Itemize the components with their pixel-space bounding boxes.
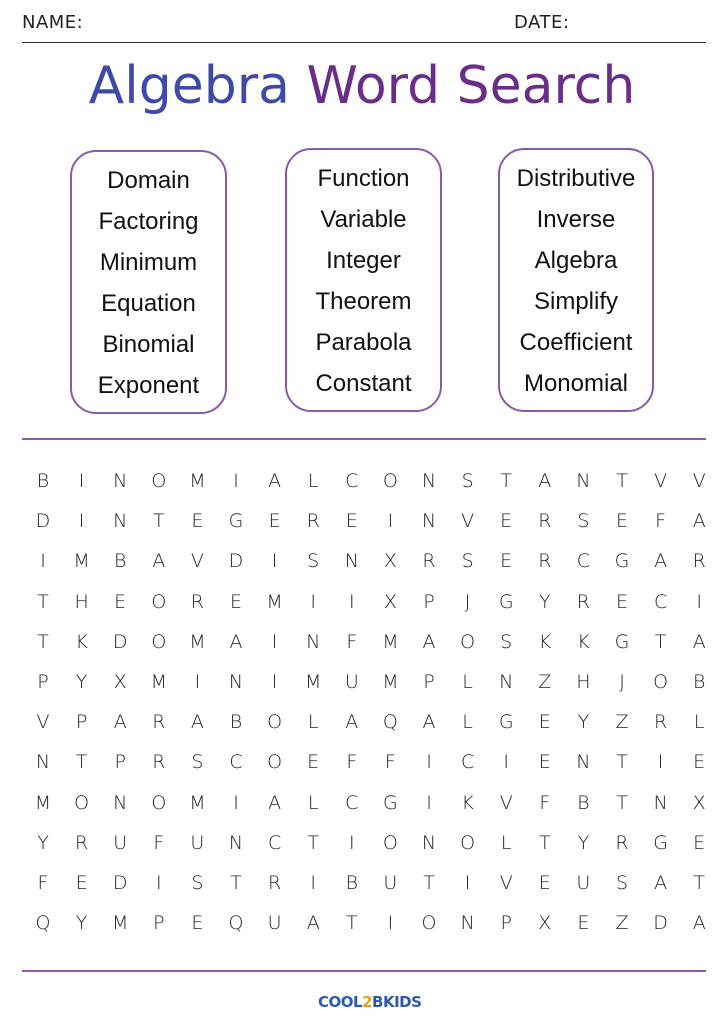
grid-letter[interactable]: E	[500, 550, 513, 573]
grid-letter[interactable]: L	[307, 711, 319, 734]
date-label: DATE:	[514, 12, 570, 33]
word-item: Parabola	[315, 329, 412, 356]
grid-letter[interactable]: Q	[382, 711, 398, 734]
grid-letter[interactable]: E	[538, 711, 551, 734]
grid-letter[interactable]: M	[382, 630, 399, 653]
grid-letter[interactable]: B	[113, 550, 127, 573]
grid-letter[interactable]: Z	[615, 912, 629, 935]
grid-letter[interactable]: N	[421, 831, 437, 854]
grid-letter[interactable]: M	[189, 791, 206, 814]
grid-letter[interactable]: I	[40, 550, 46, 573]
grid-letter[interactable]: Y	[75, 671, 88, 693]
grid-letter[interactable]: B	[36, 470, 50, 492]
word-item: Monomial	[523, 370, 629, 397]
word-item: Constant	[315, 370, 412, 397]
word-list-box-2	[285, 148, 442, 412]
grid-letter[interactable]: S	[461, 470, 474, 492]
grid-letter[interactable]: P	[114, 751, 126, 774]
grid-letter[interactable]: I	[503, 751, 509, 774]
grid-row	[0, 582, 724, 622]
grid-letter[interactable]: R	[152, 711, 166, 734]
grid-letter[interactable]: M	[111, 912, 129, 935]
grid-letter[interactable]: T	[616, 470, 628, 492]
divider-bottom	[22, 970, 706, 972]
grid-letter[interactable]: E	[615, 590, 628, 613]
grid-letter[interactable]: E	[307, 751, 320, 774]
grid-letter[interactable]: I	[387, 510, 394, 533]
grid-letter[interactable]: Y	[75, 912, 88, 935]
grid-letter[interactable]: P	[423, 671, 435, 693]
word-item: Function	[317, 165, 410, 192]
grid-letter[interactable]: F	[655, 510, 667, 533]
grid-letter[interactable]: Q	[228, 912, 244, 935]
grid-letter[interactable]: E	[693, 751, 706, 774]
grid-letter[interactable]: R	[267, 872, 282, 894]
grid-letter[interactable]: Z	[538, 671, 552, 693]
grid-letter[interactable]: Z	[615, 711, 629, 734]
grid-letter[interactable]: D	[653, 912, 668, 935]
grid-letter[interactable]: R	[538, 550, 552, 573]
grid-letter[interactable]: A	[190, 711, 204, 734]
grid-letter[interactable]: N	[113, 791, 128, 814]
grid-row	[0, 783, 724, 823]
grid-letter[interactable]: O	[151, 470, 167, 492]
grid-letter[interactable]: H	[576, 671, 591, 693]
grid-letter[interactable]: I	[426, 751, 432, 774]
grid-letter[interactable]: I	[310, 590, 316, 613]
grid-letter[interactable]: V	[654, 470, 668, 492]
grid-letter[interactable]: I	[155, 872, 162, 894]
word-item: Minimum	[99, 249, 198, 276]
grid-letter[interactable]: O	[151, 590, 167, 613]
grid-letter[interactable]: C	[345, 791, 359, 814]
grid-letter[interactable]: N	[35, 751, 51, 774]
divider-top	[22, 438, 706, 440]
grid-letter[interactable]: Q	[35, 912, 51, 935]
grid-letter[interactable]: O	[151, 791, 167, 814]
grid-letter[interactable]: T	[345, 912, 358, 935]
grid-letter[interactable]: X	[113, 671, 127, 693]
grid-row	[0, 863, 724, 903]
grid-letter[interactable]: K	[461, 791, 474, 814]
grid-letter[interactable]: E	[615, 510, 628, 533]
grid-letter[interactable]: R	[615, 831, 629, 854]
grid-letter[interactable]: E	[75, 872, 88, 894]
grid-letter[interactable]: S	[191, 751, 204, 774]
grid-letter[interactable]: O	[460, 831, 476, 854]
grid-letter[interactable]: U	[190, 831, 205, 854]
grid-letter[interactable]: E	[191, 510, 204, 533]
grid-letter[interactable]: A	[654, 550, 668, 573]
grid-letter[interactable]: A	[229, 630, 243, 653]
grid-letter[interactable]: N	[576, 751, 591, 774]
grid-letter[interactable]: D	[228, 550, 244, 573]
grid-letter[interactable]: B	[345, 872, 359, 894]
grid-letter[interactable]: C	[345, 470, 359, 492]
grid-letter[interactable]: R	[422, 550, 436, 573]
grid-letter[interactable]: O	[382, 470, 398, 492]
grid-letter[interactable]: A	[422, 630, 436, 653]
grid-letter[interactable]: T	[693, 872, 705, 894]
grid-letter[interactable]: G	[383, 791, 398, 814]
grid-letter[interactable]: J	[464, 590, 471, 613]
grid-letter[interactable]: V	[461, 510, 475, 533]
grid-letter[interactable]: U	[113, 831, 128, 854]
word-item: Equation	[101, 290, 196, 317]
grid-letter[interactable]: T	[307, 831, 319, 854]
grid-letter[interactable]: I	[271, 671, 278, 693]
grid-letter[interactable]: C	[267, 831, 282, 854]
grid-letter[interactable]: N	[113, 470, 128, 492]
word-item: Variable	[320, 206, 407, 233]
word-item: Distributive	[516, 165, 636, 192]
grid-letter[interactable]: P	[37, 671, 49, 693]
grid-letter[interactable]: R	[576, 590, 590, 613]
grid-letter[interactable]: M	[266, 590, 283, 613]
grid-letter[interactable]: E	[538, 872, 551, 894]
grid-letter[interactable]: N	[460, 912, 475, 935]
grid-letter[interactable]: A	[654, 872, 668, 894]
grid-letter[interactable]: X	[538, 912, 552, 935]
grid-letter[interactable]: N	[653, 791, 668, 814]
grid-letter[interactable]: I	[271, 630, 278, 653]
grid-letter[interactable]: M	[34, 791, 52, 814]
grid-letter[interactable]: T	[75, 751, 88, 774]
grid-letter[interactable]: E	[345, 510, 358, 533]
grid-letter[interactable]: F	[153, 831, 165, 854]
grid-letter[interactable]: Y	[577, 831, 590, 854]
grid-letter[interactable]: N	[499, 671, 514, 693]
grid-letter[interactable]: N	[344, 550, 359, 573]
grid-letter[interactable]: O	[151, 630, 167, 653]
grid-letter[interactable]: F	[539, 791, 551, 814]
grid-letter[interactable]: E	[538, 751, 551, 774]
grid-letter[interactable]: E	[500, 510, 513, 533]
grid-letter[interactable]: I	[657, 751, 664, 774]
word-item: Coefficient	[519, 329, 633, 356]
grid-letter[interactable]: T	[152, 510, 165, 533]
grid-letter[interactable]: L	[462, 671, 473, 693]
grid-letter[interactable]: V	[190, 550, 204, 573]
grid-letter[interactable]: U	[383, 872, 398, 894]
grid-letter[interactable]: L	[693, 711, 705, 734]
grid-letter[interactable]: A	[538, 470, 552, 492]
grid-letter[interactable]: L	[307, 470, 319, 492]
grid-letter[interactable]: F	[384, 751, 396, 774]
grid-letter[interactable]: G	[498, 711, 514, 734]
grid-letter[interactable]: M	[304, 671, 322, 693]
grid-letter[interactable]: I	[271, 550, 278, 573]
grid-letter[interactable]: A	[306, 912, 320, 935]
grid-letter[interactable]: R	[190, 590, 204, 613]
grid-letter[interactable]: I	[348, 831, 355, 854]
grid-letter[interactable]: I	[387, 912, 394, 935]
grid-letter[interactable]: I	[78, 470, 85, 492]
grid-letter[interactable]: K	[538, 630, 552, 653]
grid-letter[interactable]: E	[114, 590, 127, 613]
grid-letter[interactable]: X	[383, 590, 397, 613]
grid-letter[interactable]: N	[228, 831, 244, 854]
word-item: Simplify	[533, 288, 618, 315]
grid-letter[interactable]: Y	[577, 711, 590, 734]
grid-letter[interactable]: M	[150, 671, 167, 693]
logo-text-bkids: BKIDS	[372, 993, 422, 1011]
grid-row	[0, 541, 724, 581]
grid-letter[interactable]: B	[577, 791, 590, 814]
grid-row	[0, 662, 724, 702]
grid-letter[interactable]: M	[189, 470, 206, 492]
grid-letter[interactable]: D	[35, 510, 51, 533]
page-title	[0, 56, 724, 116]
grid-letter[interactable]: T	[616, 751, 628, 774]
grid-row	[0, 501, 724, 541]
grid-letter[interactable]: E	[268, 510, 281, 533]
grid-letter[interactable]: E	[693, 831, 706, 854]
grid-letter[interactable]: T	[616, 791, 628, 814]
grid-letter[interactable]: U	[344, 671, 359, 693]
grid-letter[interactable]: C	[229, 751, 243, 774]
word-item: Exponent	[97, 372, 200, 399]
grid-letter[interactable]: M	[189, 630, 206, 653]
grid-letter[interactable]: S	[500, 630, 513, 653]
grid-letter[interactable]: O	[460, 630, 476, 653]
grid-letter[interactable]: F	[37, 872, 49, 894]
grid-letter[interactable]: L	[307, 791, 319, 814]
grid-letter[interactable]: G	[614, 630, 630, 653]
grid-letter[interactable]: N	[306, 630, 321, 653]
word-item: Domain	[107, 167, 190, 194]
grid-letter[interactable]: Y	[538, 590, 551, 613]
grid-letter[interactable]: D	[112, 872, 128, 894]
grid-letter[interactable]: R	[538, 510, 552, 533]
grid-letter[interactable]: C	[460, 751, 475, 774]
title-part-word-search: Word Search	[306, 56, 636, 116]
grid-letter[interactable]: B	[692, 671, 706, 693]
grid-letter[interactable]: M	[382, 671, 399, 693]
grid-letter[interactable]: X	[692, 791, 706, 814]
grid-letter[interactable]: L	[462, 711, 473, 734]
grid-letter[interactable]: V	[692, 470, 706, 492]
grid-letter[interactable]: S	[307, 550, 320, 573]
grid-letter[interactable]: T	[230, 872, 242, 894]
grid-letter[interactable]: G	[653, 831, 668, 854]
grid-letter[interactable]: N	[421, 510, 437, 533]
grid-letter[interactable]: A	[692, 912, 706, 935]
grid-letter[interactable]: I	[233, 791, 239, 814]
grid-letter[interactable]: K	[75, 630, 88, 653]
grid-letter[interactable]: N	[576, 470, 591, 492]
grid-letter[interactable]: A	[152, 550, 166, 573]
grid-letter[interactable]: R	[653, 711, 668, 734]
grid-letter[interactable]: R	[152, 751, 166, 774]
grid-letter[interactable]: S	[577, 510, 590, 533]
grid-letter[interactable]: A	[268, 470, 282, 492]
grid-letter[interactable]: F	[346, 630, 358, 653]
grid-letter[interactable]: E	[229, 590, 242, 613]
grid-letter[interactable]: T	[654, 630, 667, 653]
grid-letter[interactable]: I	[310, 872, 316, 894]
grid-letter[interactable]: T	[37, 630, 49, 653]
grid-letter[interactable]: T	[423, 872, 435, 894]
grid-letter[interactable]: R	[692, 550, 706, 573]
grid-letter[interactable]: A	[422, 711, 436, 734]
grid-letter[interactable]: A	[345, 711, 359, 734]
grid-letter[interactable]: F	[346, 751, 358, 774]
grid-letter[interactable]: X	[383, 550, 397, 573]
grid-letter[interactable]: O	[382, 831, 398, 854]
grid-letter[interactable]: I	[194, 671, 201, 693]
grid-letter[interactable]: S	[615, 872, 629, 894]
grid-letter[interactable]: V	[499, 791, 513, 814]
grid-letter[interactable]: R	[74, 831, 89, 854]
grid-letter[interactable]: E	[191, 912, 204, 935]
grid-letter[interactable]: U	[267, 912, 282, 935]
grid-letter[interactable]: I	[464, 872, 471, 894]
grid-row	[0, 742, 724, 782]
grid-letter[interactable]: N	[421, 470, 437, 492]
word-item: Integer	[326, 247, 401, 274]
word-item: Theorem	[315, 288, 412, 315]
logo-text-cool: COOL	[318, 993, 363, 1011]
grid-letter[interactable]: A	[692, 510, 706, 533]
grid-letter[interactable]: E	[577, 912, 590, 935]
word-item: Factoring	[98, 208, 199, 235]
grid-letter[interactable]: O	[653, 671, 669, 693]
cool2bkids-logo	[318, 993, 421, 1011]
grid-letter[interactable]: G	[498, 590, 514, 613]
grid-letter[interactable]: U	[576, 872, 591, 894]
grid-letter[interactable]: I	[426, 791, 432, 814]
grid-letter[interactable]: L	[500, 831, 512, 854]
grid-letter[interactable]: S	[191, 872, 204, 894]
grid-letter[interactable]: K	[577, 630, 590, 653]
grid-letter[interactable]: P	[500, 912, 512, 935]
header-rule	[22, 42, 706, 43]
word-item: Algebra	[534, 247, 618, 274]
grid-row	[0, 823, 724, 863]
grid-letter[interactable]: N	[113, 510, 128, 533]
grid-letter[interactable]: G	[228, 510, 244, 533]
grid-row	[0, 903, 724, 943]
grid-letter[interactable]: T	[37, 590, 49, 613]
grid-letter[interactable]: P	[75, 711, 88, 734]
grid-letter[interactable]: O	[74, 791, 90, 814]
word-item: Binomial	[102, 331, 195, 358]
grid-letter[interactable]: O	[421, 912, 437, 935]
grid-letter[interactable]: I	[78, 510, 85, 533]
grid-letter[interactable]: I	[348, 590, 355, 613]
logo-text-2: 2	[362, 993, 373, 1011]
grid-letter[interactable]: M	[73, 550, 90, 573]
grid-letter[interactable]: A	[692, 630, 706, 653]
grid-letter[interactable]: I	[233, 470, 239, 492]
word-list-box-1	[70, 150, 227, 414]
grid-letter[interactable]: T	[538, 831, 551, 854]
grid-letter[interactable]: G	[614, 550, 630, 573]
grid-letter[interactable]: J	[619, 671, 625, 693]
grid-letter[interactable]: N	[228, 671, 244, 693]
grid-letter[interactable]: C	[653, 590, 668, 613]
grid-letter[interactable]: I	[696, 590, 702, 613]
grid-letter[interactable]: D	[112, 630, 128, 653]
grid-row	[0, 461, 724, 501]
word-list-box-3	[498, 148, 654, 412]
name-label: NAME:	[22, 12, 84, 33]
grid-letter[interactable]: V	[499, 872, 513, 894]
grid-letter[interactable]: V	[36, 711, 50, 734]
grid-letter[interactable]: T	[500, 470, 512, 492]
grid-letter[interactable]: B	[229, 711, 243, 734]
grid-letter[interactable]: H	[74, 590, 89, 613]
grid-letter[interactable]: O	[267, 751, 283, 774]
grid-letter[interactable]: R	[306, 510, 320, 533]
grid-letter[interactable]: A	[268, 791, 282, 814]
title-part-algebra: Algebra	[88, 56, 290, 116]
grid-letter[interactable]: O	[267, 711, 283, 734]
grid-letter[interactable]: Y	[37, 831, 49, 854]
grid-letter[interactable]: A	[113, 711, 127, 734]
grid-letter[interactable]: C	[576, 550, 591, 573]
grid-letter[interactable]: P	[423, 590, 435, 613]
grid-row	[0, 702, 724, 742]
word-item: Inverse	[536, 206, 616, 233]
grid-row	[0, 622, 724, 662]
grid-letter[interactable]: S	[461, 550, 474, 573]
grid-letter[interactable]: P	[153, 912, 165, 935]
